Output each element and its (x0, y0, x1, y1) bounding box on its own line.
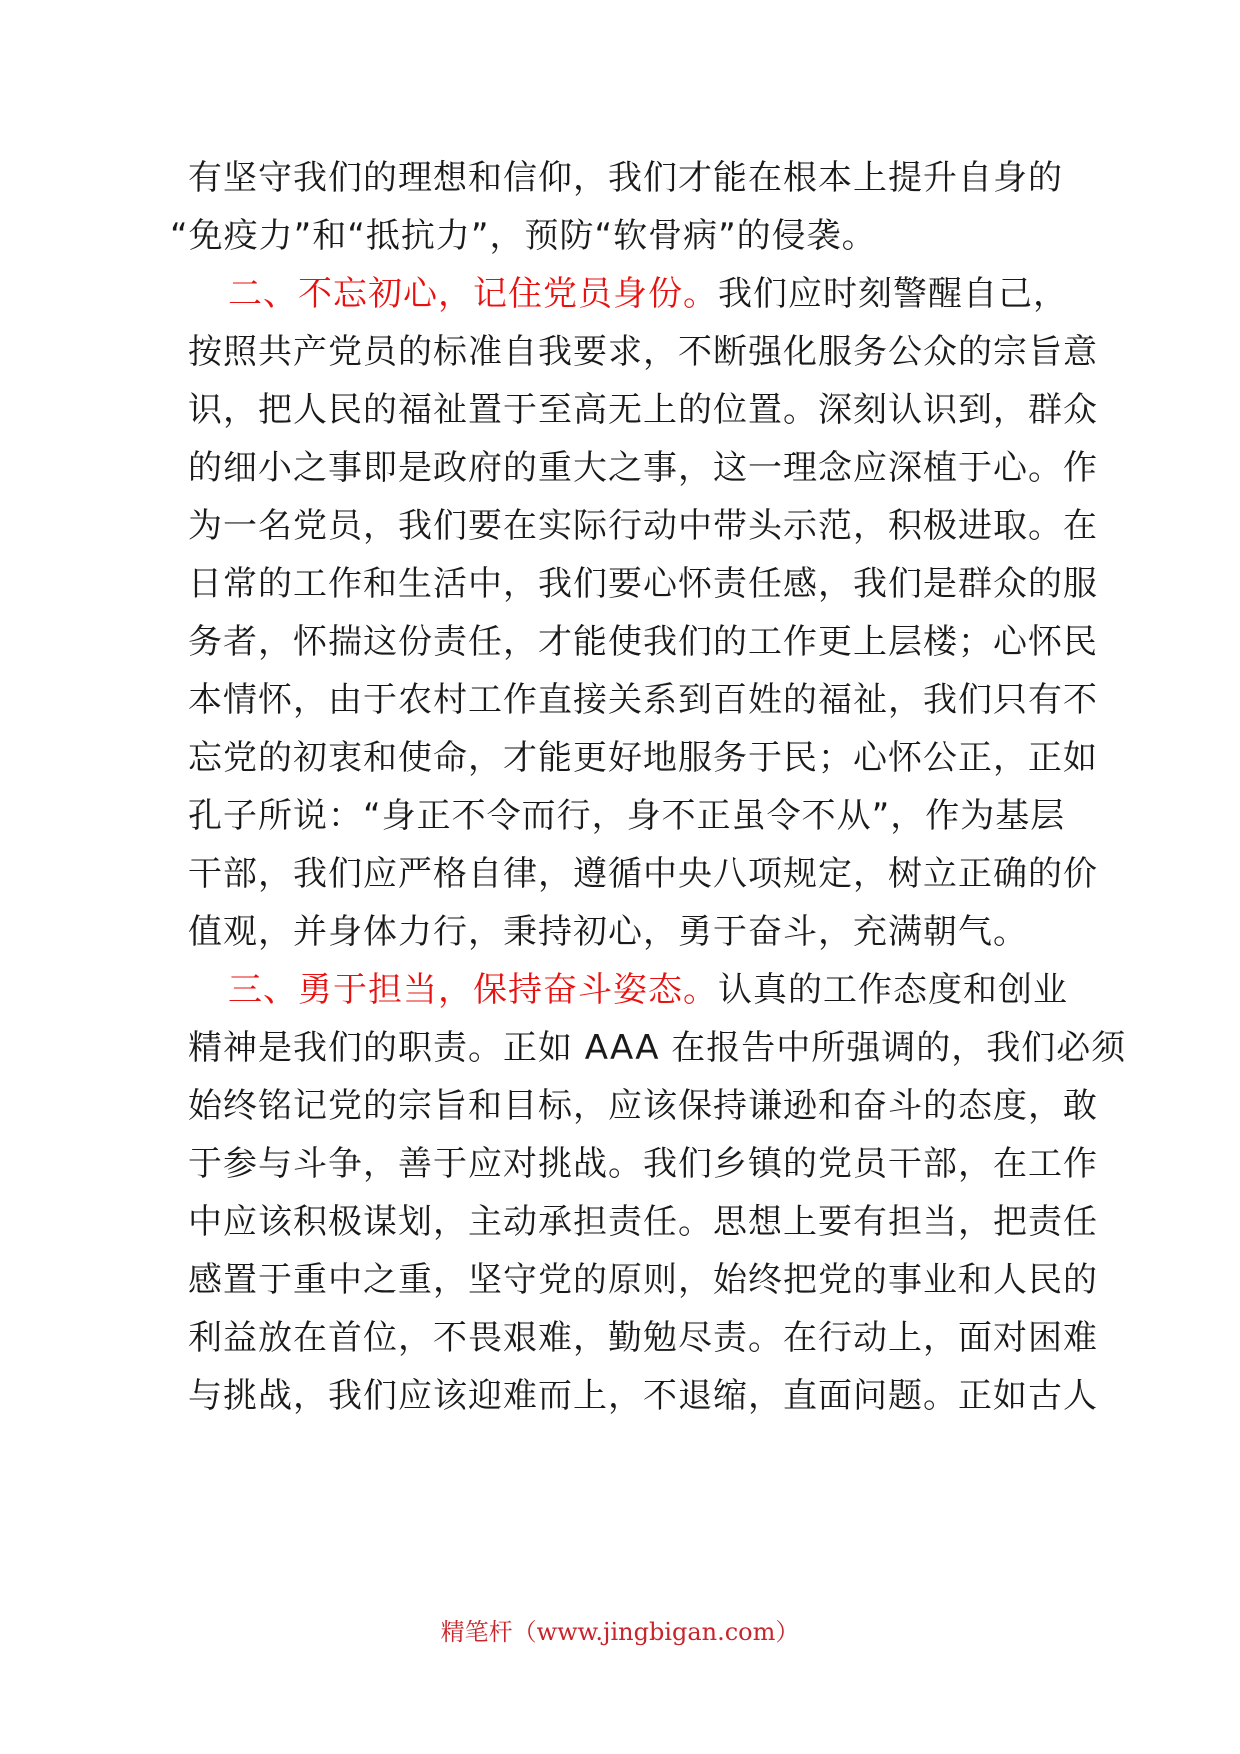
paragraph-line: 日常的工作和生活中，我们要心怀责任感，我们是群众的服 (188, 564, 1098, 604)
paragraph-line (228, 274, 1108, 314)
paragraph-line: 本情怀，由于农村工作直接关系到百姓的福祉，我们只有不 (188, 680, 1098, 720)
paragraph-line: 于参与斗争，善于应对挑战。我们乡镇的党员干部，在工作 (188, 1144, 1098, 1184)
section-heading: 三、勇于担当，保持奋斗姿态。 (228, 970, 718, 1010)
paragraph-line: 的细小之事即是政府的重大之事，这一理念应深植于心。作 (188, 448, 1098, 488)
paragraph-line: 识，把人民的福祉置于至高无上的位置。深刻认识到，群众 (188, 390, 1098, 430)
paragraph-line: 忘党的初衷和使命，才能更好地服务于民；心怀公正，正如 (188, 738, 1098, 778)
paragraph-text: 认真的工作态度和创业 (718, 970, 1068, 1010)
paragraph-line (228, 970, 1108, 1010)
paragraph-line: 精神是我们的职责。正如 AAA 在报告中所强调的，我们必须 (188, 1028, 1127, 1068)
paragraph-line: 与挑战，我们应该迎难而上，不退缩，直面问题。正如古人 (188, 1376, 1098, 1416)
paragraph-line: 中应该积极谋划，主动承担责任。思想上要有担当，把责任 (188, 1202, 1098, 1242)
paragraph-line: 值观，并身体力行，秉持初心，勇于奋斗，充满朝气。 (188, 912, 1028, 952)
paragraph-text: 我们应时刻警醒自己， (718, 274, 1068, 314)
paragraph-line: 为一名党员，我们要在实际行动中带头示范，积极进取。在 (188, 506, 1098, 546)
paragraph-line: “免疫力”和“抵抗力”，预防“软骨病”的侵袭。 (170, 216, 877, 256)
paragraph-line: 务者，怀揣这份责任，才能使我们的工作更上层楼；心怀民 (188, 622, 1098, 662)
paragraph-line: 利益放在首位，不畏艰难，勤勉尽责。在行动上，面对困难 (188, 1318, 1098, 1358)
paragraph-line: 有坚守我们的理想和信仰，我们才能在根本上提升自身的 (188, 158, 1063, 198)
paragraph-line: 孔子所说：“身正不令而行，身不正虽令不从”，作为基层 (188, 796, 1066, 836)
paragraph-line: 干部，我们应严格自律，遵循中央八项规定，树立正确的价 (188, 854, 1098, 894)
paragraph-line: 按照共产党员的标准自我要求，不断强化服务公众的宗旨意 (188, 332, 1098, 372)
section-heading: 二、不忘初心，记住党员身份。 (228, 274, 718, 314)
footer-watermark: 精笔杆（www.jingbigan.com） (440, 1618, 800, 1646)
paragraph-line: 始终铭记党的宗旨和目标，应该保持谦逊和奋斗的态度，敢 (188, 1086, 1098, 1126)
paragraph-line: 感置于重中之重，坚守党的原则，始终把党的事业和人民的 (188, 1260, 1098, 1300)
